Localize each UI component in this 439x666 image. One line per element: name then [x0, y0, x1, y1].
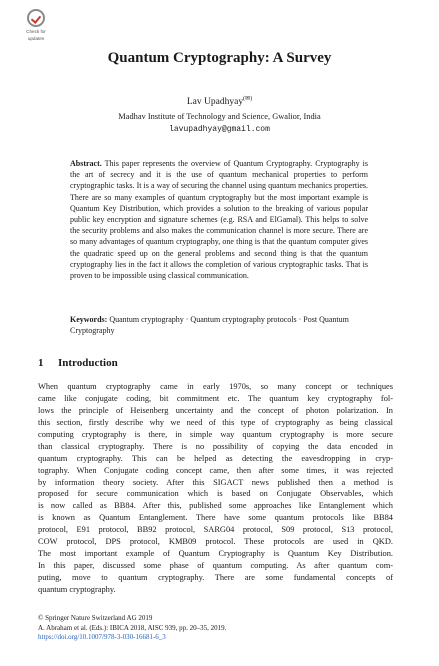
- body-line: is now called as BB84. After this, published some approaches like Entanglement which: [38, 501, 393, 511]
- body-line: came like conjugate coding, bit commitment etc. The quantum key cryptography fol-: [38, 393, 393, 403]
- author-line: [0, 95, 439, 107]
- author-name: Lav Upadhyay: [186, 97, 244, 108]
- body-line: tography. When Conjugate coding concept came, then after some times, it was rejected: [38, 465, 393, 475]
- body-line: proposed for secure communication which is based on Conjugate Observables, which: [38, 489, 393, 499]
- body-line: lows the principle of Heisenberg uncertainty and the concept of photon polarization. In: [38, 405, 393, 415]
- body-line: is known as Quantum Entanglement. There have some quantum protocols like BB84: [38, 513, 393, 523]
- body-line: quantum cryptography.: [38, 584, 116, 594]
- body-line: In this paper, discussed some phase of quantum computing. As after quantum com-: [38, 561, 393, 571]
- abstract: [70, 158, 368, 281]
- body-line: protocol, E91 protocol, BB92 protocol, SARG04 protocol, S09 protocol, S13 protocol,: [38, 525, 393, 535]
- body-line: this section, firstly describe why we need of this type of cryptography as being classical: [38, 417, 393, 427]
- introduction-body: [38, 381, 393, 596]
- section-number: 1: [38, 357, 44, 369]
- copyright: © Springer Nature Switzerland AG 2019: [38, 614, 153, 622]
- body-line: quantum cryptography. This can be helped as detecting the eavesdropping in cryp-: [38, 453, 393, 463]
- body-line: by information theory society. After this SIGACT news published then a method is: [38, 477, 393, 487]
- section-title: Introduction: [58, 357, 118, 369]
- badge-line-1: Check for: [26, 29, 46, 34]
- section-heading: [38, 357, 118, 369]
- badge-line-2: updates: [27, 36, 45, 41]
- paper-title: Quantum Cryptography: A Survey: [107, 50, 332, 66]
- abstract-text: This paper represents the overview of Quantum Cryptography. Cryptography is the art of secrecy and it is the use of quantum mechanical properties to perform cryptographic tasks. It is a way of securing the channel using quantum mechanics properties. There are so many examples of quantum cryptography but the most important example is Quantum Key Distribution, which provides a solution to the breaking of various popular public key encryption and signature schemes (e.g. RSA and ElGamal). This helps to solve the security problems and also makes the communication channel is more secure. There are so many advantages of quantum cryptography, one thing is that the quantum computer gives the quadratic speed up on the general problems and second thing is that the quantum cryptography lies in the fact it allows the completion of various cryptographic tasks. That is proven to be impossible using classical communication.: [70, 159, 368, 281]
- abstract-label: Abstract.: [70, 159, 102, 168]
- corresponding-author-mark: (✉): [243, 96, 253, 102]
- body-line: than classical cryptography. There is no possibility of copying the data encoded in: [38, 441, 393, 451]
- check-for-updates-icon: [27, 9, 45, 27]
- body-line: puting, move to quantum cryptography. There are some fundamental concepts of: [38, 573, 393, 582]
- keywords: [70, 314, 368, 336]
- body-line: COW protocol, DPS protocol, KMB09 protocol. These protocols are used in QKD.: [38, 537, 393, 547]
- affiliation: Madhav Institute of Technology and Science, Gwalior, India: [118, 112, 321, 121]
- body-line: The most important example of Quantum Cryptography is Quantum Key Distribution.: [38, 549, 393, 559]
- keywords-text: Quantum cryptography · Quantum cryptography protocols · Post Quantum Cryptography: [70, 315, 349, 336]
- check-for-updates-badge[interactable]: [20, 8, 52, 46]
- keywords-label: Keywords:: [70, 315, 108, 324]
- doi-link[interactable]: https://doi.org/10.1007/978-3-030-16681-6_3: [38, 633, 166, 641]
- footer: [38, 614, 226, 643]
- citation: A. Abraham et al. (Eds.): IBICA 2018, AISC 939, pp. 20–35, 2019.: [38, 623, 227, 632]
- author-email[interactable]: lavupadhyay@gmail.com: [169, 125, 270, 134]
- body-line: computing cryptography is there, in simple way quantum cryptography is more secure: [38, 429, 393, 439]
- body-line: When quantum cryptography came in early 1970s, so many concept or techniques: [38, 382, 393, 391]
